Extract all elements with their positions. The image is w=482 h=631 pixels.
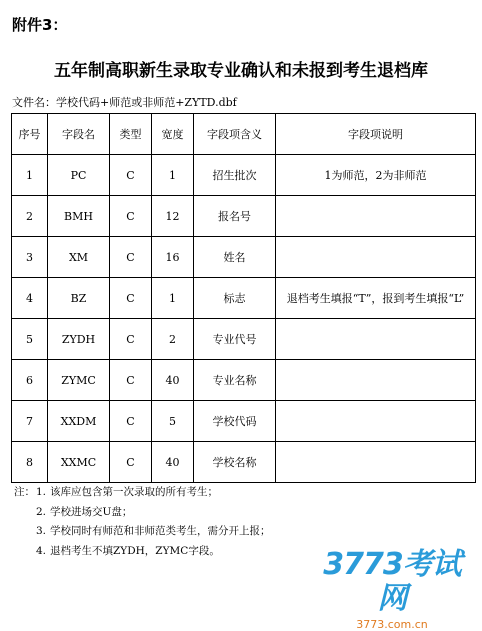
cell-index: 2 (12, 196, 48, 237)
table-row (12, 278, 476, 319)
cell-index: 8 (12, 442, 48, 483)
table-row (12, 442, 476, 483)
cell-field-name: XM (48, 237, 110, 278)
cell-width: 12 (152, 196, 194, 237)
cell-index: 7 (12, 401, 48, 442)
cell-index: 6 (12, 360, 48, 401)
cell-type: C (110, 278, 152, 319)
notes-section (14, 483, 271, 561)
header-cell-type: 类型 (110, 114, 152, 155)
note-prefix (14, 503, 36, 523)
site-watermark (312, 548, 472, 631)
note-item (14, 542, 271, 562)
note-text: 该库应包含第一次录取的所有考生； (50, 486, 218, 498)
note-number: 2. (36, 505, 47, 518)
watermark-domain: 3773.com.cn (356, 618, 428, 631)
note-text: 学校进场交U盘； (50, 505, 133, 518)
cell-type: C (110, 237, 152, 278)
cell-description: 1为师范，2为非师范 (276, 155, 476, 196)
cell-meaning: 专业名称 (194, 360, 276, 401)
cell-description (276, 319, 476, 360)
cell-meaning: 姓名 (194, 237, 276, 278)
cell-width: 1 (152, 155, 194, 196)
note-prefix (14, 542, 36, 562)
cell-width: 40 (152, 442, 194, 483)
cell-field-name: BMH (48, 196, 110, 237)
cell-type: C (110, 360, 152, 401)
cell-description (276, 360, 476, 401)
cell-description (276, 401, 476, 442)
cell-meaning: 专业代号 (194, 319, 276, 360)
table-row (12, 155, 476, 196)
table-row (12, 237, 476, 278)
note-number: 3. (36, 525, 47, 537)
cell-width: 5 (152, 401, 194, 442)
table-row (12, 401, 476, 442)
cell-meaning: 标志 (194, 278, 276, 319)
header-cell-index: 序号 (12, 114, 48, 155)
table-row (12, 196, 476, 237)
note-prefix: 注： (14, 486, 35, 498)
note-item (14, 522, 271, 542)
cell-field-name: PC (48, 155, 110, 196)
field-definition-table (11, 113, 476, 483)
page-title: 五年制高职新生录取专业确认和未报到考生退档库 (54, 61, 428, 81)
note-text: 学校同时有师范和非师范类考生，需分开上报； (50, 525, 271, 537)
cell-type: C (110, 155, 152, 196)
cell-type: C (110, 319, 152, 360)
table-row (12, 319, 476, 360)
cell-meaning: 报名号 (194, 196, 276, 237)
note-number: 1. (36, 486, 47, 498)
cell-width: 1 (152, 278, 194, 319)
cell-description (276, 196, 476, 237)
note-number: 4. (36, 544, 47, 557)
cell-index: 4 (12, 278, 48, 319)
cell-meaning: 招生批次 (194, 155, 276, 196)
cell-meaning: 学校名称 (194, 442, 276, 483)
note-item (14, 503, 271, 523)
header-cell-description: 字段项说明 (276, 114, 476, 155)
table-header-row (12, 114, 476, 155)
cell-index: 3 (12, 237, 48, 278)
cell-description (276, 237, 476, 278)
cell-type: C (110, 442, 152, 483)
cell-description: 退档考生填报“T”，报到考生填报“L” (276, 278, 476, 319)
cell-width: 16 (152, 237, 194, 278)
cell-field-name: XXDM (48, 401, 110, 442)
cell-type: C (110, 401, 152, 442)
cell-width: 2 (152, 319, 194, 360)
cell-index: 1 (12, 155, 48, 196)
header-cell-width: 宽度 (152, 114, 194, 155)
cell-field-name: ZYMC (48, 360, 110, 401)
note-item (14, 483, 271, 503)
cell-meaning: 学校代码 (194, 401, 276, 442)
header-cell-meaning: 字段项含义 (194, 114, 276, 155)
note-text: 退档考生不填ZYDH，ZYMC字段。 (50, 544, 220, 557)
cell-width: 40 (152, 360, 194, 401)
table-row (12, 360, 476, 401)
cell-field-name: ZYDH (48, 319, 110, 360)
cell-description (276, 442, 476, 483)
cell-field-name: XXMC (48, 442, 110, 483)
watermark-brand: 3773考试网 (323, 547, 461, 616)
filename-line: 文件名：学校代码+师范或非师范+ZYTD.dbf (12, 96, 237, 109)
cell-type: C (110, 196, 152, 237)
cell-index: 5 (12, 319, 48, 360)
header-cell-field-name: 字段名 (48, 114, 110, 155)
note-prefix (14, 522, 36, 542)
cell-field-name: BZ (48, 278, 110, 319)
attachment-label: 附件3： (12, 16, 68, 34)
